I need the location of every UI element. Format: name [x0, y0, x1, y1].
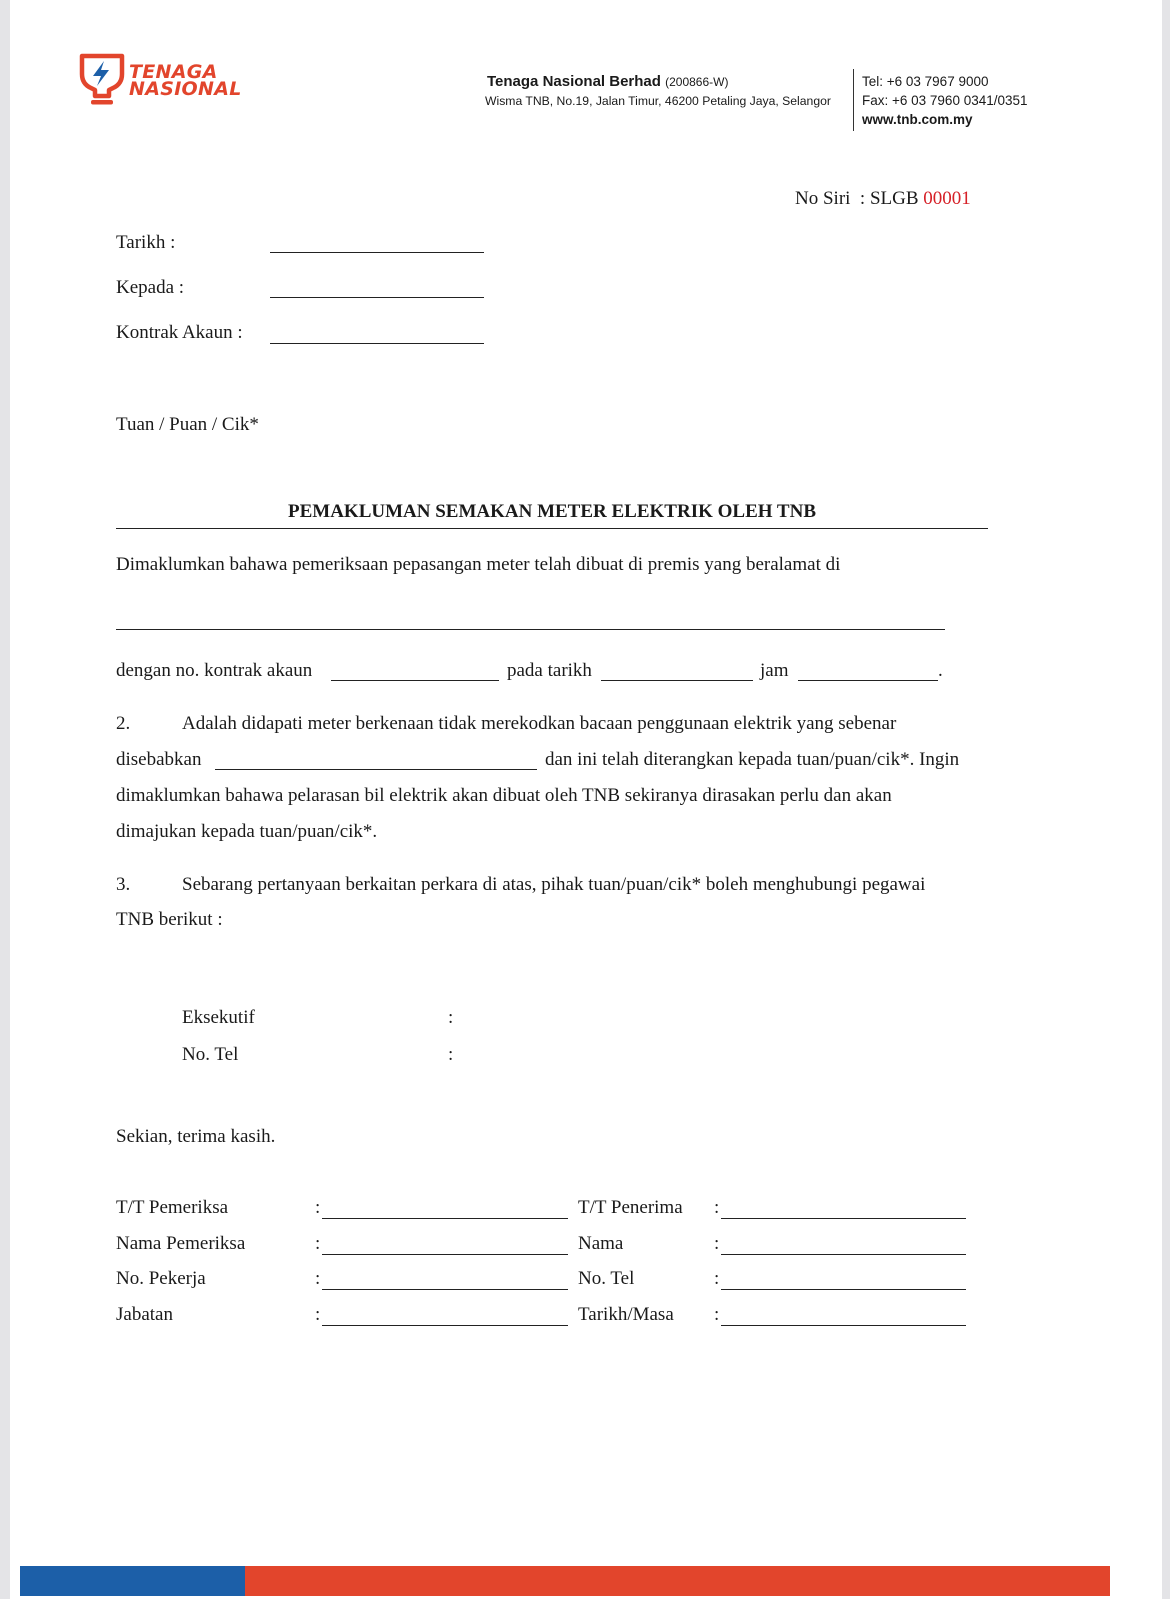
sig-right-field[interactable]: [721, 1254, 966, 1255]
sentence-end: .: [938, 660, 943, 681]
contact-block: [862, 72, 1028, 129]
header-fax: Fax: +6 03 7960 0341/0351: [862, 93, 1028, 108]
title-rule: [116, 528, 988, 529]
sig-left-label: Nama Pemeriksa: [116, 1233, 246, 1254]
kepada-label: Kepada :: [116, 277, 185, 298]
paragraph-2-line-2b: dan ini telah diterangkan kepada tuan/puan/cik*. Ingin: [545, 749, 960, 770]
sig-right-field[interactable]: [721, 1218, 966, 1219]
sig-right-field[interactable]: [721, 1325, 966, 1326]
company-address: Wisma TNB, No.19, Jalan Timur, 46200 Petaling Jaya, Selangor: [485, 94, 831, 108]
company-reg: (200866-W): [665, 75, 729, 89]
address-field[interactable]: [116, 629, 945, 630]
tarikh-field[interactable]: [270, 252, 484, 253]
sig-right-colon: :: [714, 1233, 720, 1254]
closing: Sekian, terima kasih.: [116, 1126, 276, 1147]
tnb-logo: [76, 52, 256, 112]
footer-bar-red: [245, 1566, 1110, 1596]
time-label: jam: [760, 660, 789, 681]
header-tel: Tel: +6 03 7967 9000: [862, 74, 989, 89]
company-name-line: [487, 73, 728, 91]
sig-left-colon: :: [315, 1197, 321, 1218]
kepada-field[interactable]: [270, 297, 484, 298]
sig-left-colon: :: [315, 1233, 321, 1254]
paragraph-2-number: 2.: [116, 713, 131, 734]
logo-line-2: NASIONAL: [129, 78, 242, 100]
sig-right-label: No. Tel: [578, 1268, 635, 1289]
tarikh-label: Tarikh :: [116, 232, 176, 253]
sig-left-colon: :: [315, 1268, 321, 1289]
company-name: Tenaga Nasional Berhad: [487, 73, 661, 90]
sig-left-label: Jabatan: [116, 1304, 173, 1325]
sig-left-label: T/T Pemeriksa: [116, 1197, 229, 1218]
sig-right-label: T/T Penerima: [578, 1197, 683, 1218]
sig-right-label: Nama: [578, 1233, 624, 1254]
header-divider: [853, 69, 854, 131]
sig-left-colon: :: [315, 1304, 321, 1325]
paragraph-2-line-4: dimajukan kepada tuan/puan/cik*.: [116, 821, 378, 842]
paragraph-2-line-1: Adalah didapati meter berkenaan tidak merekodkan bacaan penggunaan elektrik yang sebenar: [182, 713, 897, 734]
document-title: PEMAKLUMAN SEMAKAN METER ELEKTRIK OLEH TNB: [287, 501, 816, 522]
paragraph-2-line-2a: disebabkan: [116, 749, 202, 770]
paragraph-2-line-3: dimaklumkan bahawa pelarasan bil elektrik akan dibuat oleh TNB sekiranya dirasakan perlu dan akan: [116, 785, 892, 806]
sig-right-colon: :: [714, 1197, 720, 1218]
letter-page: [10, 0, 1162, 1599]
sig-left-label: No. Pekerja: [116, 1268, 206, 1289]
logo-line-1: TENAGA: [129, 61, 218, 83]
header-website: www.tnb.com.my: [862, 112, 973, 127]
serial-number: [795, 188, 971, 210]
inspection-time-field[interactable]: [798, 680, 938, 681]
paragraph-3-number: 3.: [116, 874, 131, 895]
date-label: pada tarikh: [507, 660, 592, 681]
sig-left-field[interactable]: [322, 1325, 568, 1326]
paragraph-1: Dimaklumkan bahawa pemeriksaan pepasangan meter telah dibuat di premis yang beralamat di: [116, 554, 841, 575]
reason-field[interactable]: [215, 769, 537, 770]
footer-bar-blue: [20, 1566, 245, 1596]
contact-tel-colon: :: [448, 1044, 454, 1065]
sig-right-field[interactable]: [721, 1289, 966, 1290]
sig-right-colon: :: [714, 1304, 720, 1325]
account-number-field[interactable]: [331, 680, 499, 681]
paragraph-3-line-1: Sebarang pertanyaan berkaitan perkara di atas, pihak tuan/puan/cik* boleh menghubungi pegawai: [182, 874, 926, 895]
tnb-logo-icon: [76, 52, 134, 110]
contact-tel-label: No. Tel: [182, 1044, 239, 1065]
sig-left-field[interactable]: [322, 1254, 568, 1255]
eksekutif-label: Eksekutif: [182, 1007, 255, 1028]
sig-right-label: Tarikh/Masa: [578, 1304, 674, 1325]
sig-right-colon: :: [714, 1268, 720, 1289]
serial-value: 00001: [923, 188, 971, 209]
paragraph-3-line-2: TNB berikut :: [116, 909, 223, 930]
kontrak-akaun-field[interactable]: [270, 343, 484, 344]
sig-left-field[interactable]: [322, 1289, 568, 1290]
sig-left-field[interactable]: [322, 1218, 568, 1219]
serial-label: No Siri : SLGB: [795, 188, 919, 209]
kontrak-akaun-label: Kontrak Akaun :: [116, 322, 243, 343]
account-label: dengan no. kontrak akaun: [116, 660, 313, 681]
salutation: Tuan / Puan / Cik*: [116, 414, 259, 435]
inspection-date-field[interactable]: [601, 680, 753, 681]
eksekutif-colon: :: [448, 1007, 454, 1028]
